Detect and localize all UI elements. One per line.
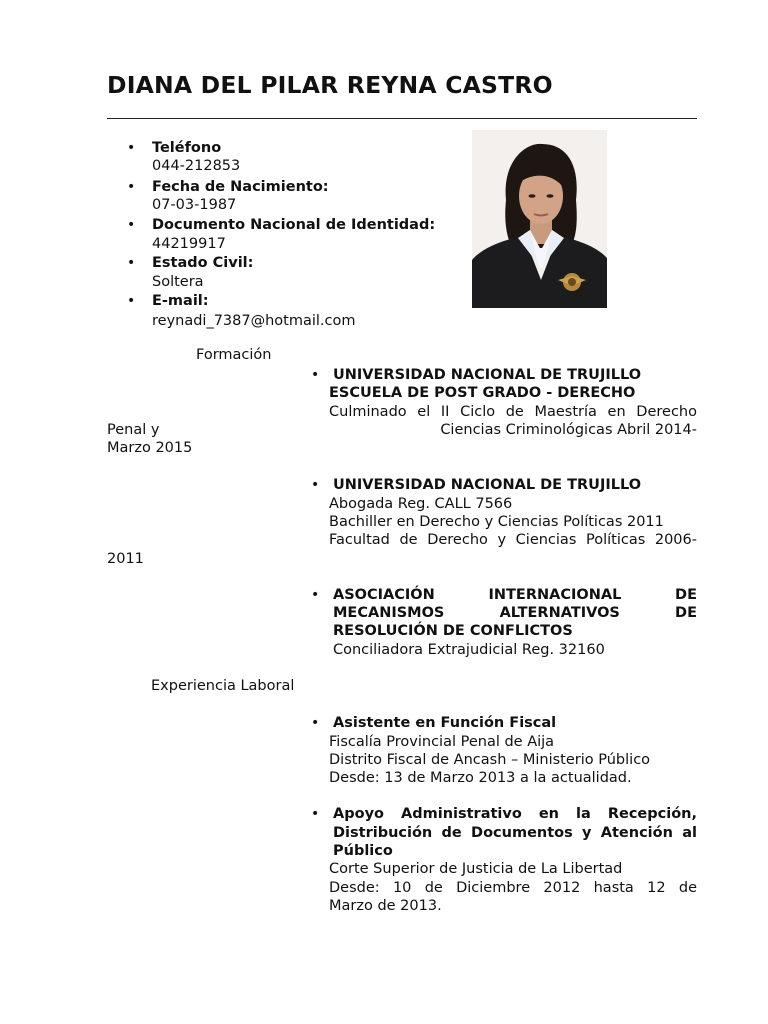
bullet-icon: •	[311, 477, 320, 493]
formacion-2-line1: Abogada Reg. CALL 7566	[329, 496, 513, 512]
bullet-icon: •	[127, 217, 136, 233]
formacion-1-line3: Marzo 2015	[107, 440, 193, 456]
experiencia-2-line3: Marzo de 2013.	[329, 898, 442, 914]
section-heading-formacion: Formación	[196, 347, 272, 363]
birth-label: Fecha de Nacimiento:	[152, 179, 329, 195]
resume-name: DIANA DEL PILAR REYNA CASTRO	[107, 71, 553, 99]
formacion-3-title2: MECANISMOS ALTERNATIVOS DE	[333, 605, 697, 621]
experiencia-2-title2: Distribución de Documentos y Atención al	[333, 825, 697, 841]
civil-value: Soltera	[152, 274, 204, 290]
formacion-1-line2b: Ciencias Criminológicas Abril 2014-	[440, 422, 697, 438]
formacion-2-line2: Bachiller en Derecho y Ciencias Políticas 2011	[329, 514, 664, 530]
bullet-icon: •	[311, 715, 320, 731]
formacion-2-line4: 2011	[107, 551, 144, 567]
birth-value: 07-03-1987	[152, 197, 237, 213]
bullet-icon: •	[127, 179, 136, 195]
formacion-1-title: UNIVERSIDAD NACIONAL DE TRUJILLO	[333, 367, 642, 383]
formacion-1-subtitle: ESCUELA DE POST GRADO - DERECHO	[329, 385, 636, 401]
civil-label: Estado Civil:	[152, 255, 254, 271]
header-divider	[107, 118, 697, 119]
experiencia-2-title1: Apoyo Administrativo en la Recepción,	[333, 806, 697, 822]
bullet-icon: •	[127, 255, 136, 271]
experiencia-2-line2: Desde: 10 de Diciembre 2012 hasta 12 de	[329, 880, 697, 896]
formacion-1-line2a: Penal y	[107, 422, 160, 438]
experiencia-1-line3: Desde: 13 de Marzo 2013 a la actualidad.	[329, 770, 632, 786]
experiencia-1-title: Asistente en Función Fiscal	[333, 715, 557, 731]
experiencia-1-line2: Distrito Fiscal de Ancash – Ministerio Público	[329, 752, 651, 768]
profile-photo	[472, 130, 607, 308]
bullet-icon: •	[311, 806, 320, 822]
phone-label: Teléfono	[152, 140, 222, 156]
portrait-image	[472, 130, 607, 308]
formacion-1-line1: Culminado el II Ciclo de Maestría en Derecho	[329, 404, 697, 420]
dni-value: 44219917	[152, 236, 226, 252]
dni-label: Documento Nacional de Identidad:	[152, 217, 436, 233]
formacion-3-title3: RESOLUCIÓN DE CONFLICTOS	[333, 623, 573, 639]
experiencia-2-line1: Corte Superior de Justicia de La Libertad	[329, 861, 623, 877]
bullet-icon: •	[311, 587, 320, 603]
bullet-icon: •	[311, 367, 320, 383]
bullet-icon: •	[127, 140, 136, 156]
formacion-2-line3: Facultad de Derecho y Ciencias Políticas 2006-	[329, 532, 697, 548]
bullet-icon: •	[127, 293, 136, 309]
experiencia-1-line1: Fiscalía Provincial Penal de Aija	[329, 734, 555, 750]
email-label: E-mail:	[152, 293, 209, 309]
section-heading-experiencia: Experiencia Laboral	[151, 678, 295, 694]
formacion-3-title1: ASOCIACIÓN INTERNACIONAL DE	[333, 587, 697, 603]
formacion-3-line1: Conciliadora Extrajudicial Reg. 32160	[333, 642, 605, 658]
experiencia-2-title3: Público	[333, 843, 393, 859]
formacion-2-title: UNIVERSIDAD NACIONAL DE TRUJILLO	[333, 477, 642, 493]
email-value[interactable]: reynadi_7387@hotmail.com	[152, 313, 356, 329]
phone-value: 044-212853	[152, 158, 241, 174]
